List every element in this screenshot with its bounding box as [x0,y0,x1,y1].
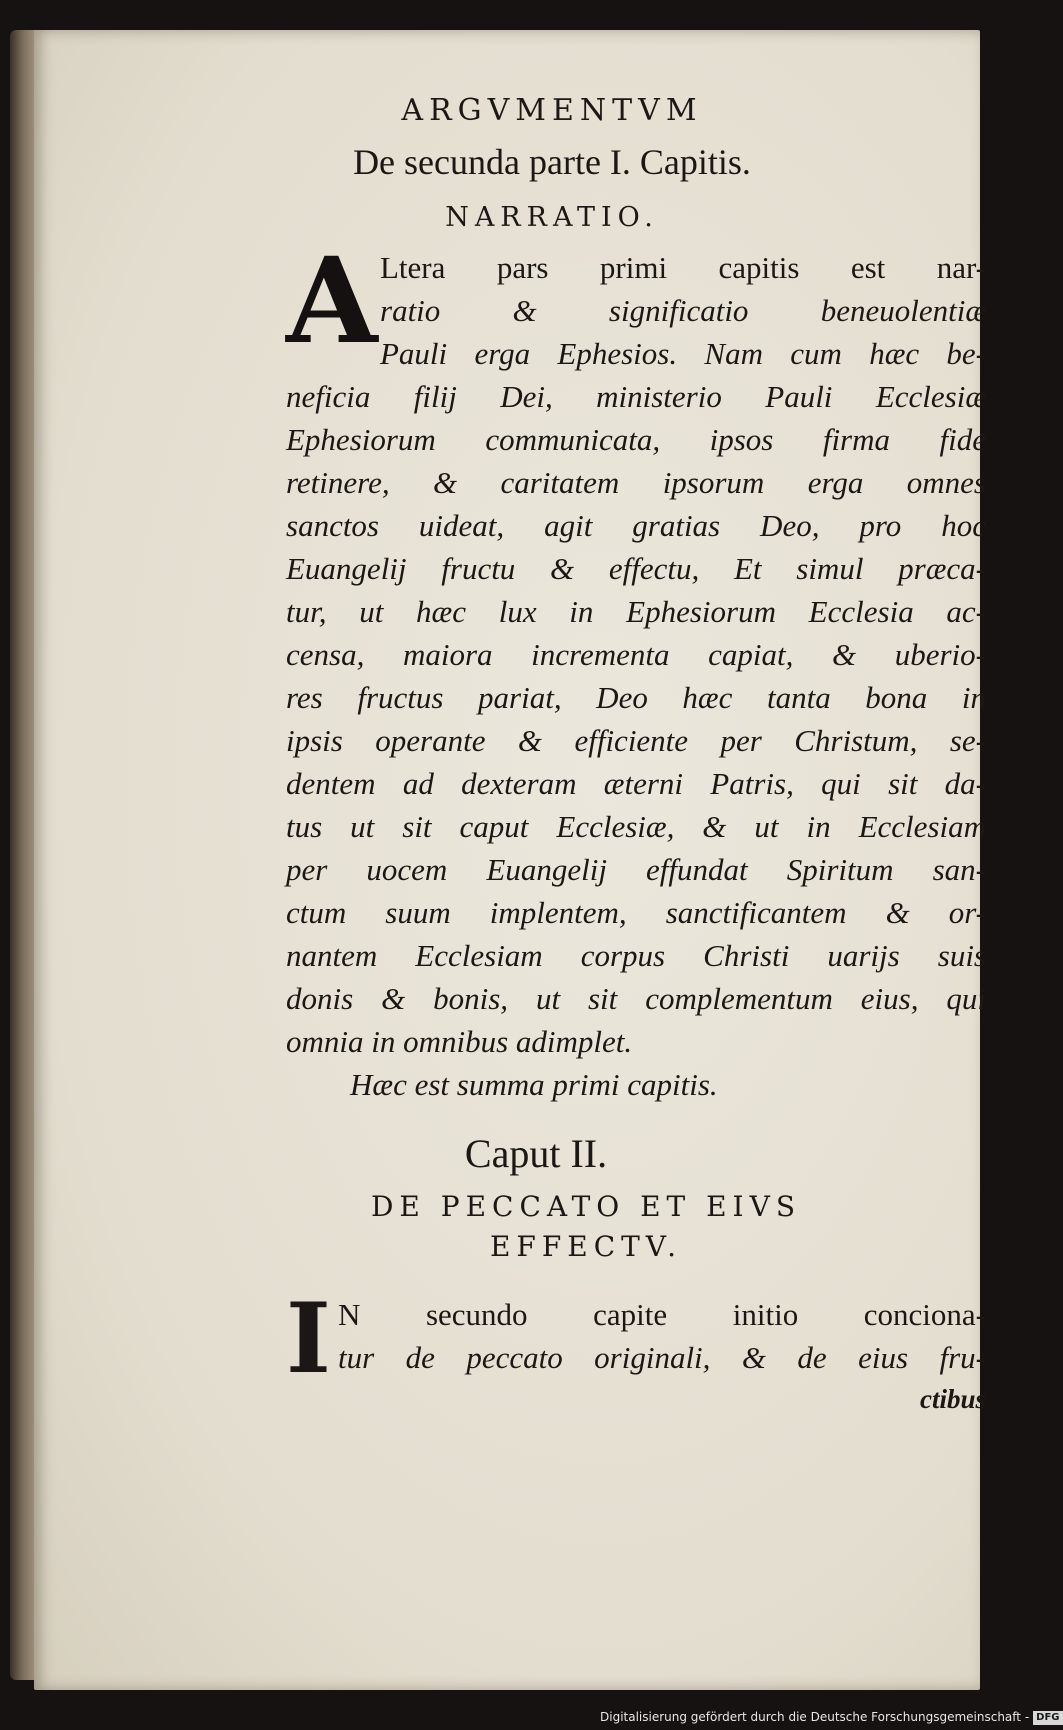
text-line: Ltera pars primi capitis est nar- [380,250,986,285]
credit-text: Digitalisierung gefördert durch die Deutsche Forschungsgemeinschaft - [600,1710,1030,1724]
text-line: ipsis operante & efficiente per Christum, se- [286,723,986,758]
text-line: dentem ad dexteram æterni Patris, qui sit da- [286,766,986,801]
text-line: Euangelij fructu & effectu, Et simul præca- [286,551,986,586]
text-line: ratio & significatio beneuolentiæ [380,293,986,328]
text-line: tur de peccato originali, & de eius fru- [338,1340,986,1375]
text-line: Pauli erga Ephesios. Nam cum hæc be- [380,336,986,371]
text-line: omnia in omnibus adimplet. [286,1024,633,1059]
chapter-title-line: DE PECCATO ET EIVS [370,1190,802,1223]
chapter-title-line: EFFECTV. [489,1230,683,1263]
text-line: res fructus pariat, Deo hæc tanta bona in [286,680,986,715]
text-line: Ephesiorum communicata, ipsos firma fide [286,422,986,457]
text-line: tus ut sit caput Ecclesiæ, & ut in Ecclesiam [286,809,986,844]
paragraph-narratio [286,231,986,1063]
text-line: per uocem Euangelij effundat Spiritum san- [286,852,986,887]
text-block [286,88,986,1419]
text-line: N secundo capite initio conciona- [338,1297,986,1332]
text-line: censa, maiora incrementa capiat, & uberio- [286,637,986,672]
catchword: ctibus [919,1384,986,1414]
summary-line: Hæc est summa primi capitis. [350,1067,718,1102]
paragraph-caput-ii [286,1282,986,1395]
text-line: tur, ut hæc lux in Ephesiorum Ecclesia ac- [286,594,986,629]
text-line: donis & bonis, ut sit complementum eius, qui [286,981,986,1016]
dfg-logo: DFG [1033,1711,1062,1725]
text-line: ctum suum implentem, sanctificantem & or- [286,895,986,930]
drop-cap: I [286,1282,331,1395]
text-line: neficia filij Dei, ministerio Pauli Ecclesiæ [286,379,986,414]
running-head: ARGVMENTVM [401,93,703,128]
chapter-heading: Caput II. [464,1131,608,1176]
text-line: sanctos uideat, agit gratias Deo, pro hoc [286,508,986,543]
text-line: nantem Ecclesiam corpus Christi uarijs suis [286,938,986,973]
drop-cap: A [286,231,378,370]
subhead: De secunda parte I. Capitis. [353,142,751,182]
digitization-credit [600,1708,1063,1726]
section-title: NARRATIO. [445,202,659,233]
text-line: retinere, & caritatem ipsorum erga omnes [286,465,986,500]
